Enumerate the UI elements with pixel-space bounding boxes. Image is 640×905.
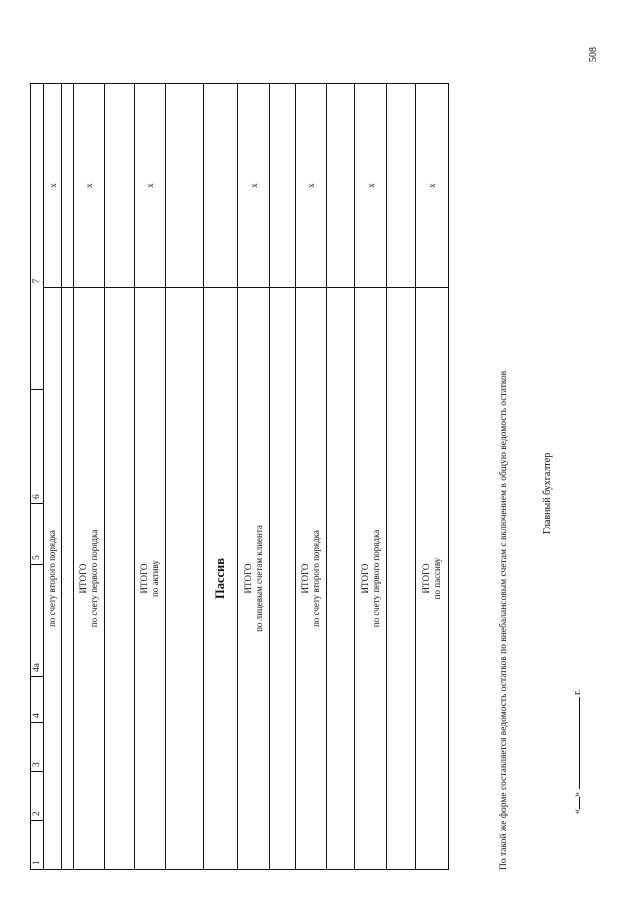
col-header-4a-gap: [31, 565, 44, 583]
x-mark: x: [145, 183, 155, 188]
table-row: [44, 84, 62, 870]
section-title: Пассив: [213, 557, 227, 600]
table-row: [296, 84, 327, 870]
chief-accountant-label: Главный бухгалтер: [542, 452, 553, 534]
row-label-cell: [166, 288, 204, 870]
table-row: [387, 84, 416, 870]
col-7-cell: [204, 84, 238, 288]
col-header-4: 4: [31, 677, 44, 723]
date-close-quote: »: [572, 792, 583, 797]
table-row: [135, 84, 166, 870]
row-label-line: по счету первого порядка: [89, 529, 99, 628]
col-7-cell: [327, 84, 355, 288]
col-7-cell: [62, 84, 74, 288]
table-row: [270, 84, 296, 870]
table-row: [74, 84, 105, 870]
row-label-line: ИТОГО: [359, 563, 370, 594]
col-7-cell: [270, 84, 296, 288]
col-7-cell: [135, 84, 166, 288]
col-7-cell: [166, 84, 204, 288]
month-year-blank: [579, 698, 580, 790]
row-label-line: ИТОГО: [78, 563, 88, 594]
row-label-line: ИТОГО: [139, 563, 149, 594]
row-label-line: по счету второго порядка: [311, 530, 321, 627]
x-mark: x: [427, 183, 437, 188]
row-label-cell: [62, 288, 74, 870]
header-row: [31, 84, 44, 870]
year-suffix: г.: [572, 689, 583, 695]
col-header-3: 3: [31, 723, 44, 772]
table-row: [355, 84, 387, 870]
table-row: [166, 84, 204, 870]
col-7-cell: [238, 84, 270, 288]
col-7-cell: [105, 84, 135, 288]
row-label-line: по пассиву: [432, 557, 442, 600]
row-label-cell: [296, 288, 327, 870]
row-label-line: ИТОГО: [421, 563, 431, 594]
col-7-cell: [44, 84, 62, 288]
row-label-line: ИТОГО: [242, 563, 253, 594]
col-header-6: 6: [31, 390, 44, 504]
x-mark: x: [365, 183, 376, 188]
footnote: По такой же форме составляется ведомость остатков по внебалансовым счетам с включением в общую ведомость остатков: [499, 370, 509, 870]
x-mark: x: [47, 183, 58, 188]
row-label-line: по счету первого порядка: [370, 529, 381, 628]
col-header-7: 7: [31, 84, 44, 288]
row-label-cell: [238, 288, 270, 870]
balance-table: [30, 83, 449, 870]
row-label-line: по активу: [150, 560, 160, 598]
table-row: [238, 84, 270, 870]
col-header-2: 2: [31, 772, 44, 821]
date-line: [572, 690, 583, 814]
table-row: [204, 84, 238, 870]
col-header-6-gap: [31, 288, 44, 390]
rotated-page-content: [22, 30, 622, 872]
day-blank: [579, 797, 580, 809]
col-header-5: 5: [31, 504, 44, 565]
table-row: [105, 84, 135, 870]
col-7-cell: [296, 84, 327, 288]
row-label-cell: [270, 288, 296, 870]
row-label-cell: [105, 288, 135, 870]
table-row: [62, 84, 74, 870]
col-7-cell: [387, 84, 416, 288]
row-label-line: по лицевым счетам клиента: [253, 525, 264, 632]
table-row: [416, 84, 449, 870]
x-mark: x: [248, 183, 259, 188]
x-mark: x: [306, 183, 316, 188]
row-label-cell: [327, 288, 355, 870]
row-label-cell: [74, 288, 105, 870]
x-mark: x: [84, 183, 94, 188]
row-label-cell: [387, 288, 416, 870]
row-label-cell: [44, 288, 62, 870]
row-label-line: ИТОГО: [300, 563, 310, 594]
col-7-cell: [74, 84, 105, 288]
date-open-quote: «: [572, 809, 583, 814]
col-header-1: 1: [31, 821, 44, 870]
row-label-cell: [355, 288, 387, 870]
col-header-4a: 4а: [31, 583, 44, 677]
page-number: 508: [588, 47, 599, 62]
section-title-cell: [204, 288, 238, 870]
col-7-cell: [355, 84, 387, 288]
row-label-cell: [416, 288, 449, 870]
table-body: [31, 84, 449, 870]
row-label-cell: [135, 288, 166, 870]
row-label-line: по счету второго порядка: [47, 530, 57, 627]
col-7-cell: [416, 84, 449, 288]
table-row: [327, 84, 355, 870]
